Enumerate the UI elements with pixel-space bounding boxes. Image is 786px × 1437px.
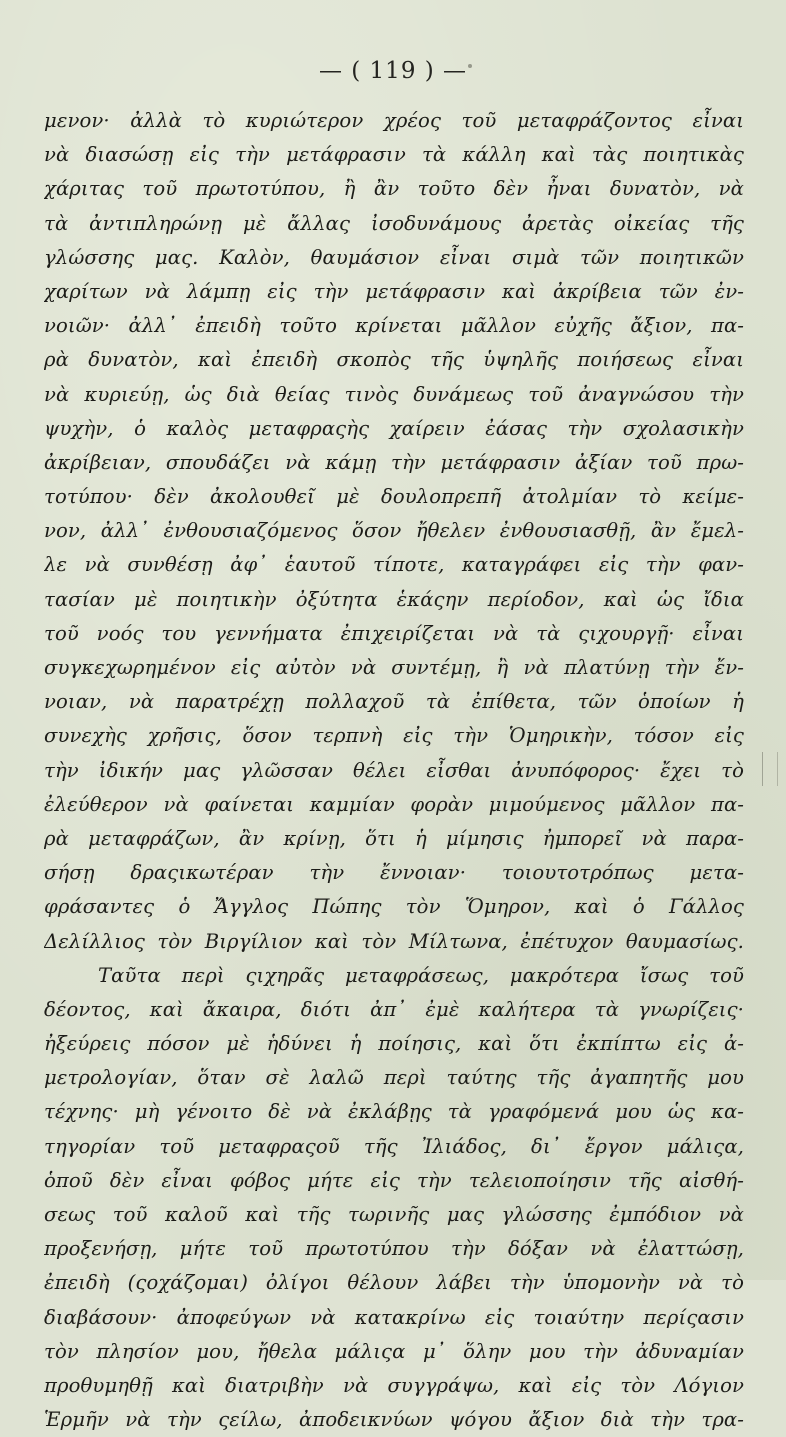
text-line: προξενήσῃ, μήτε τοῦ πρωτοτύπου τὴν δόξαν νὰ ἐλαττώσῃ, bbox=[44, 1237, 744, 1261]
text-line: τὴν ἰδικήν μας γλῶσσαν θέλει εἶσθαι ἀνυπόφορος· ἔχει τὸ bbox=[44, 758, 744, 782]
text-line: φράσαντες ὁ Ἄγγλος Πώπης τὸν Ὅμηρον, καὶ ὁ Γάλλος bbox=[44, 895, 744, 919]
text-line: νὰ διασώσῃ εἰς τὴν μετάφρασιν τὰ κάλλη καὶ τὰς ποιητικὰς bbox=[44, 143, 744, 167]
text-line: τηγορίαν τοῦ μεταφραςοῦ τῆς Ἰλιάδος, δι᾽ ἔργον μάλιςα, bbox=[44, 1134, 744, 1158]
text-line: σεως τοῦ καλοῦ καὶ τῆς τωρινῆς μας γλώσσης ἐμπόδιον νὰ bbox=[44, 1203, 744, 1226]
text-line: νοιῶν· ἀλλ᾽ ἐπειδὴ τοῦτο κρίνεται μᾶλλον εὐχῆς ἄξιον, πα- bbox=[44, 314, 744, 338]
text-line: ρὰ μεταφράζων, ἂν κρίνῃ, ὅτι ἡ μίμησις ἠμπορεῖ νὰ παρα- bbox=[44, 826, 744, 850]
text-line: χαρίτων νὰ λάμπῃ εἰς τὴν μετάφρασιν καὶ ἀκρίβεια τῶν ἐν- bbox=[44, 279, 744, 303]
text-line: διαβάσουν· ἀποφεύγων νὰ κατακρίνω εἰς τοιαύτην περίςασιν bbox=[44, 1305, 744, 1329]
margin-mark bbox=[762, 752, 778, 786]
text-line: νον, ἀλλ᾽ ἐνθουσιαζόμενος ὅσον ἤθελεν ἐνθουσιασθῇ, ἂν ἔμελ- bbox=[44, 519, 744, 543]
text-line: προθυμηθῇ καὶ διατριβὴν νὰ συγγράψω, καὶ εἰς τὸν Λόγιον bbox=[44, 1373, 744, 1397]
text-line: τὸν πλησίον μου, ἤθελα μάλιςα μ᾽ ὅλην μου τὴν ἀδυναμίαν bbox=[44, 1339, 744, 1363]
text-line: νοιαν, νὰ παρατρέχῃ πολλαχοῦ τὰ ἐπίθετα, τῶν ὁποίων ἡ bbox=[44, 690, 744, 714]
text-line: ἠξεύρεις πόσον μὲ ἡδύνει ἡ ποίησις, καὶ ὅτι ἐκπίπτω εἰς ἀ- bbox=[44, 1032, 744, 1056]
text-line: τὰ ἀντιπληρώνῃ μὲ ἄλλας ἰσοδυνάμους ἀρετὰς οἰκείας τῆς bbox=[44, 211, 744, 235]
text-line: γλώσσης μας. Καλὸν, θαυμάσιον εἶναι σιμὰ τῶν ποιητικῶν bbox=[44, 245, 744, 269]
text-line: τέχνης· μὴ γένοιτο δὲ νὰ ἐκλάβῃς τὰ γραφόμενά μου ὡς κα- bbox=[44, 1100, 744, 1124]
text-line: Δελίλλιος τὸν Βιργίλιον καὶ τὸν Μίλτωνα, ἐπέτυχον θαυμασίως. bbox=[44, 929, 744, 953]
text-line: Ταῦτα περὶ ςιχηρᾶς μεταφράσεως, μακρότερα ἴσως τοῦ bbox=[98, 963, 744, 987]
text-line: ρὰ δυνατὸν, καὶ ἐπειδὴ σκοπὸς τῆς ὑψηλῆς ποιήσεως εἶναι bbox=[44, 348, 744, 372]
text-line: τοῦ νοός του γεννήματα ἐπιχειρίζεται νὰ τὰ ςιχουργῇ· εἶναι bbox=[44, 621, 744, 645]
text-line: ἐλεύθερον νὰ φαίνεται καμμίαν φορὰν μιμούμενος μᾶλλον πα- bbox=[44, 792, 744, 816]
text-line: ὁποῦ δὲν εἶναι φόβος μήτε εἰς τὴν τελειοποίησιν τῆς αἰσθή- bbox=[44, 1168, 744, 1192]
text-line: ἐπειδὴ (ςοχάζομαι) ὀλίγοι θέλουν λάβει τὴν ὑπομονὴν νὰ τὸ bbox=[44, 1271, 744, 1295]
text-line: μετρολογίαν, ὅταν σὲ λαλῶ περὶ ταύτης τῆς ἀγαπητῆς μου bbox=[44, 1066, 744, 1090]
text-line: μενον· ἀλλὰ τὸ κυριώτερον χρέος τοῦ μεταφράζοντος εἶναι bbox=[44, 109, 744, 132]
page-number-header: — ( 119 ) — bbox=[318, 58, 468, 84]
text-line: χάριτας τοῦ πρωτοτύπου, ἢ ἂν τοῦτο δὲν ἦναι δυνατὸν, νὰ bbox=[44, 177, 744, 201]
text-line: συνεχὴς χρῆσις, ὅσον τερπνὴ εἰς τὴν Ὁμηρικὴν, τόσον εἰς bbox=[44, 724, 744, 748]
text-line: νὰ κυριεύῃ, ὡς διὰ θείας τινὸς δυνάμεως τοῦ ἀναγνώσου τὴν bbox=[44, 382, 744, 406]
text-line: τασίαν μὲ ποιητικὴν ὀξύτητα ἑκάςην περίοδον, καὶ ὡς ἴδια bbox=[44, 587, 744, 611]
text-line: συγκεχωρημένον εἰς αὐτὸν νὰ συντέμῃ, ἢ νὰ πλατύνῃ τὴν ἔν- bbox=[44, 656, 744, 679]
text-line: δέοντος, καὶ ἄκαιρα, διότι ἀπ᾽ ἐμὲ καλήτερα τὰ γνωρίζεις· bbox=[44, 997, 744, 1021]
text-line: ἀκρίβειαν, σπουδάζει νὰ κάμῃ τὴν μετάφρασιν ἀξίαν τοῦ πρω- bbox=[44, 450, 744, 474]
text-line: σήσῃ δραςικωτέραν τὴν ἔννοιαν· τοιουτοτρόπως μετα- bbox=[44, 861, 744, 885]
text-line: ψυχὴν, ὁ καλὸς μεταφραςὴς χαίρειν ἐάσας τὴν σχολασικὴν bbox=[44, 416, 744, 440]
text-body bbox=[44, 104, 744, 1437]
text-line: λε νὰ συνθέσῃ ἀφ᾽ ἑαυτοῦ τίποτε, καταγράφει εἰς τὴν φαν- bbox=[44, 553, 744, 577]
text-line: Ἑρμῆν νὰ τὴν ςείλω, ἀποδεικνύων ψόγου ἄξιον διὰ τὴν τρα- bbox=[44, 1408, 744, 1432]
text-line: τοτύπου· δὲν ἀκολουθεῖ μὲ δουλοπρεπῆ ἀτολμίαν τὸ κείμε- bbox=[44, 485, 744, 509]
